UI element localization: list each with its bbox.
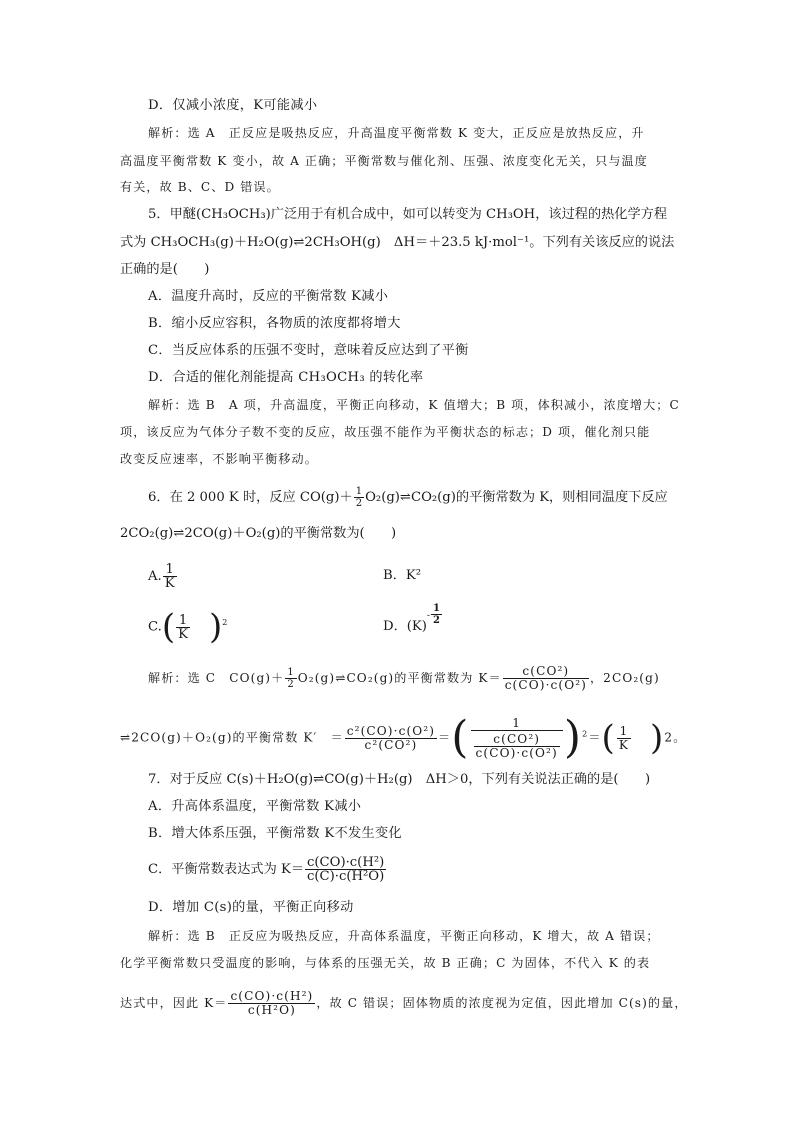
q6-option-c-den: K <box>178 626 188 642</box>
q6-option-c-num: 1 <box>176 614 190 628</box>
k-expression-den: c(CO)·c(O²) <box>504 678 587 692</box>
q7-solution-part-a: 达式中，因此 K＝ <box>120 996 228 1010</box>
q6-option-a-den: K <box>164 576 175 591</box>
nested-fraction <box>471 717 563 760</box>
q7-option-c-fraction <box>305 856 386 883</box>
q5-option-a: A．温度升高时，反应的平衡常数 K减小 <box>148 289 389 304</box>
q7-solution-line-3 <box>120 990 688 1017</box>
big-left-paren: ( <box>451 712 470 763</box>
q7-stem-line-1: 7．对于反应 C(s)＋H₂O(g)⇌CO(g)＋H₂(g) ΔH＞0，下列有关说法正确的是( ) <box>148 772 651 787</box>
half-numerator: 1 <box>355 486 363 497</box>
q6-equals-2: ＝ <box>588 730 602 745</box>
nested-bottom <box>471 731 563 760</box>
one-over-k-den: K <box>618 737 630 752</box>
q6-option-d <box>383 603 443 638</box>
q6-option-a-num: 1 <box>163 563 177 577</box>
q7-option-c-label: C．平衡常数表达式为 K＝ <box>148 862 305 877</box>
q7-option-c-num: c(CO)·c(H²) <box>307 855 385 870</box>
one-over-k-num: 1 <box>617 725 631 739</box>
big-right-paren: ) <box>563 712 583 763</box>
q5-solution-line-3: 改变反应速率，不影响平衡移动。 <box>120 452 318 466</box>
solution-half-num: 1 <box>287 667 295 678</box>
nested-top: 1 <box>471 717 563 731</box>
q4-solution-line-1: 解析：选 A 正反应是吸热反应，升高温度平衡常数 K 变大，正反应是放热反应，升 <box>148 126 645 140</box>
q5-option-c: C．当反应体系的压强不变时，意味着反应达到了平衡 <box>148 343 469 358</box>
q6-option-b: B．K² <box>383 568 422 583</box>
q7-option-c-den: c(C)·c(H²O) <box>307 869 385 884</box>
nested-inner-fraction <box>474 733 560 760</box>
q6-stem-line-2: 2CO₂(g)⇌2CO(g)＋O₂(g)的平衡常数为( ) <box>120 526 397 541</box>
q6-stem-part-b: O₂(g)⇌CO₂(g)的平衡常数为 K，则相同温度下反应 <box>365 490 668 505</box>
k-prime-den: c²(CO²) <box>364 737 418 752</box>
k-right-paren: ) <box>650 718 665 758</box>
q6-option-d-label: D．(K) <box>383 619 427 634</box>
q6-option-c-fraction <box>176 614 190 641</box>
q6-solution-line-1 <box>148 665 660 692</box>
q6-option-c-label: C. <box>148 619 162 635</box>
half-denominator: 2 <box>355 498 363 509</box>
q6-option-a-fraction <box>163 563 177 590</box>
q6-solution-line-2 <box>120 712 687 763</box>
q7-option-b: B．增大体系压强，平衡常数 K不发生变化 <box>148 826 402 841</box>
q6-solution-end: 2。 <box>664 730 687 745</box>
q6-solution-part-a: 解析：选 C CO(g)＋ <box>148 671 285 685</box>
q7-solution-num: c(CO)·c(H²) <box>230 989 314 1003</box>
q5-option-b: B．缩小反应容积，各物质的浓度都将增大 <box>148 316 401 331</box>
q6-option-d-exp-den: 2 <box>432 615 440 626</box>
q6-equals-1: ＝ <box>438 730 452 745</box>
q5-solution-line-2: 项，该反应为气体分子数不变的反应，故压强不能作为平衡状态的标志；D 项，催化剂只能 <box>120 425 651 439</box>
one-over-k-fraction <box>617 725 631 752</box>
k-left-paren: ( <box>601 718 616 758</box>
q4-solution-line-3: 有关，故 B、C、D 错误。 <box>120 180 280 194</box>
left-paren: ( <box>161 607 176 647</box>
q5-solution-line-1: 解析：选 B A 项，升高温度，平衡正向移动，K 值增大；B 项，体积减小，浓度增大；C <box>148 398 680 412</box>
solution-half-fraction <box>285 667 296 690</box>
q6-stem-line-1 <box>148 486 668 509</box>
q7-solution-fraction <box>228 990 315 1017</box>
q5-option-d: D．合适的催化剂能提高 CH₃OCH₃ 的转化率 <box>148 370 424 385</box>
q6-option-c <box>148 607 228 647</box>
q6-stem-part-a: 6．在 2 000 K 时，反应 CO(g)＋ <box>148 490 353 505</box>
right-paren: ) <box>208 607 223 647</box>
nested-exponent: 2 <box>582 729 589 739</box>
k-prime-num: c²(CO)·c(O²) <box>346 723 436 738</box>
half-fraction <box>354 486 364 509</box>
q7-solution-line-2: 化学平衡常数只受温度的影响，与体系的压强无关，故 B 正确；C 为固体，不代入 K 的表 <box>120 956 651 970</box>
q7-option-d: D．增加 C(s)的量，平衡正向移动 <box>148 900 354 915</box>
nested-inner-den: c(CO)·c(O²) <box>475 745 558 760</box>
q6-option-c-exponent: 2 <box>222 618 228 628</box>
q4-option-d: D．仅减小浓度，K可能减小 <box>148 98 318 113</box>
k-expression-num: c(CO²) <box>503 665 589 679</box>
q7-solution-den: c(H²O) <box>247 1003 296 1017</box>
q5-stem-line-1: 5．甲醚(CH₃OCH₃)广泛用于有机合成中，如可以转变为 CH₃OH，该过程的热化学方程 <box>148 207 668 222</box>
q6-option-a <box>148 563 178 590</box>
k-prime-fraction <box>345 725 437 752</box>
nested-inner-num: c(CO²) <box>474 733 560 747</box>
q6-solution-part-c: ，2CO₂(g) <box>589 671 660 685</box>
q6-option-d-exp-num: 1 <box>432 603 440 614</box>
q7-option-a: A．升高体系温度，平衡常数 K减小 <box>148 799 362 814</box>
q5-stem-line-2: 式为 CH₃OCH₃(g)＋H₂O(g)⇌2CH₃OH(g) ΔH＝＋23.5 kJ·mol⁻¹。下列有关该反应的说法 <box>120 235 675 250</box>
q7-solution-part-b: ，故 C 错误；固体物质的浓度视为定值，因此增加 C(s)的量， <box>316 996 688 1010</box>
q6-option-d-exponent-sign: - <box>426 611 430 621</box>
solution-half-den: 2 <box>287 679 295 690</box>
q5-stem-line-3: 正确的是( ) <box>120 262 210 277</box>
q7-option-c <box>148 856 387 883</box>
q6-option-d-exponent <box>431 603 442 626</box>
q4-solution-line-2: 高温度平衡常数 K 变小，故 A 正确；平衡常数与催化剂、压强、浓度变化无关，只与温度 <box>120 154 648 168</box>
q6-option-a-label: A. <box>148 569 162 584</box>
k-expression-fraction <box>503 665 589 692</box>
q6-solution-line2-a: ⇌2CO(g)＋O₂(g)的平衡常数 K′ ＝ <box>120 730 344 745</box>
q6-solution-part-b: O₂(g)⇌CO₂(g)的平衡常数为 K＝ <box>297 671 502 685</box>
q7-solution-line-1: 解析：选 B 正反应为吸热反应，升高体系温度，平衡正向移动，K 增大，故 A 错误； <box>148 929 660 943</box>
